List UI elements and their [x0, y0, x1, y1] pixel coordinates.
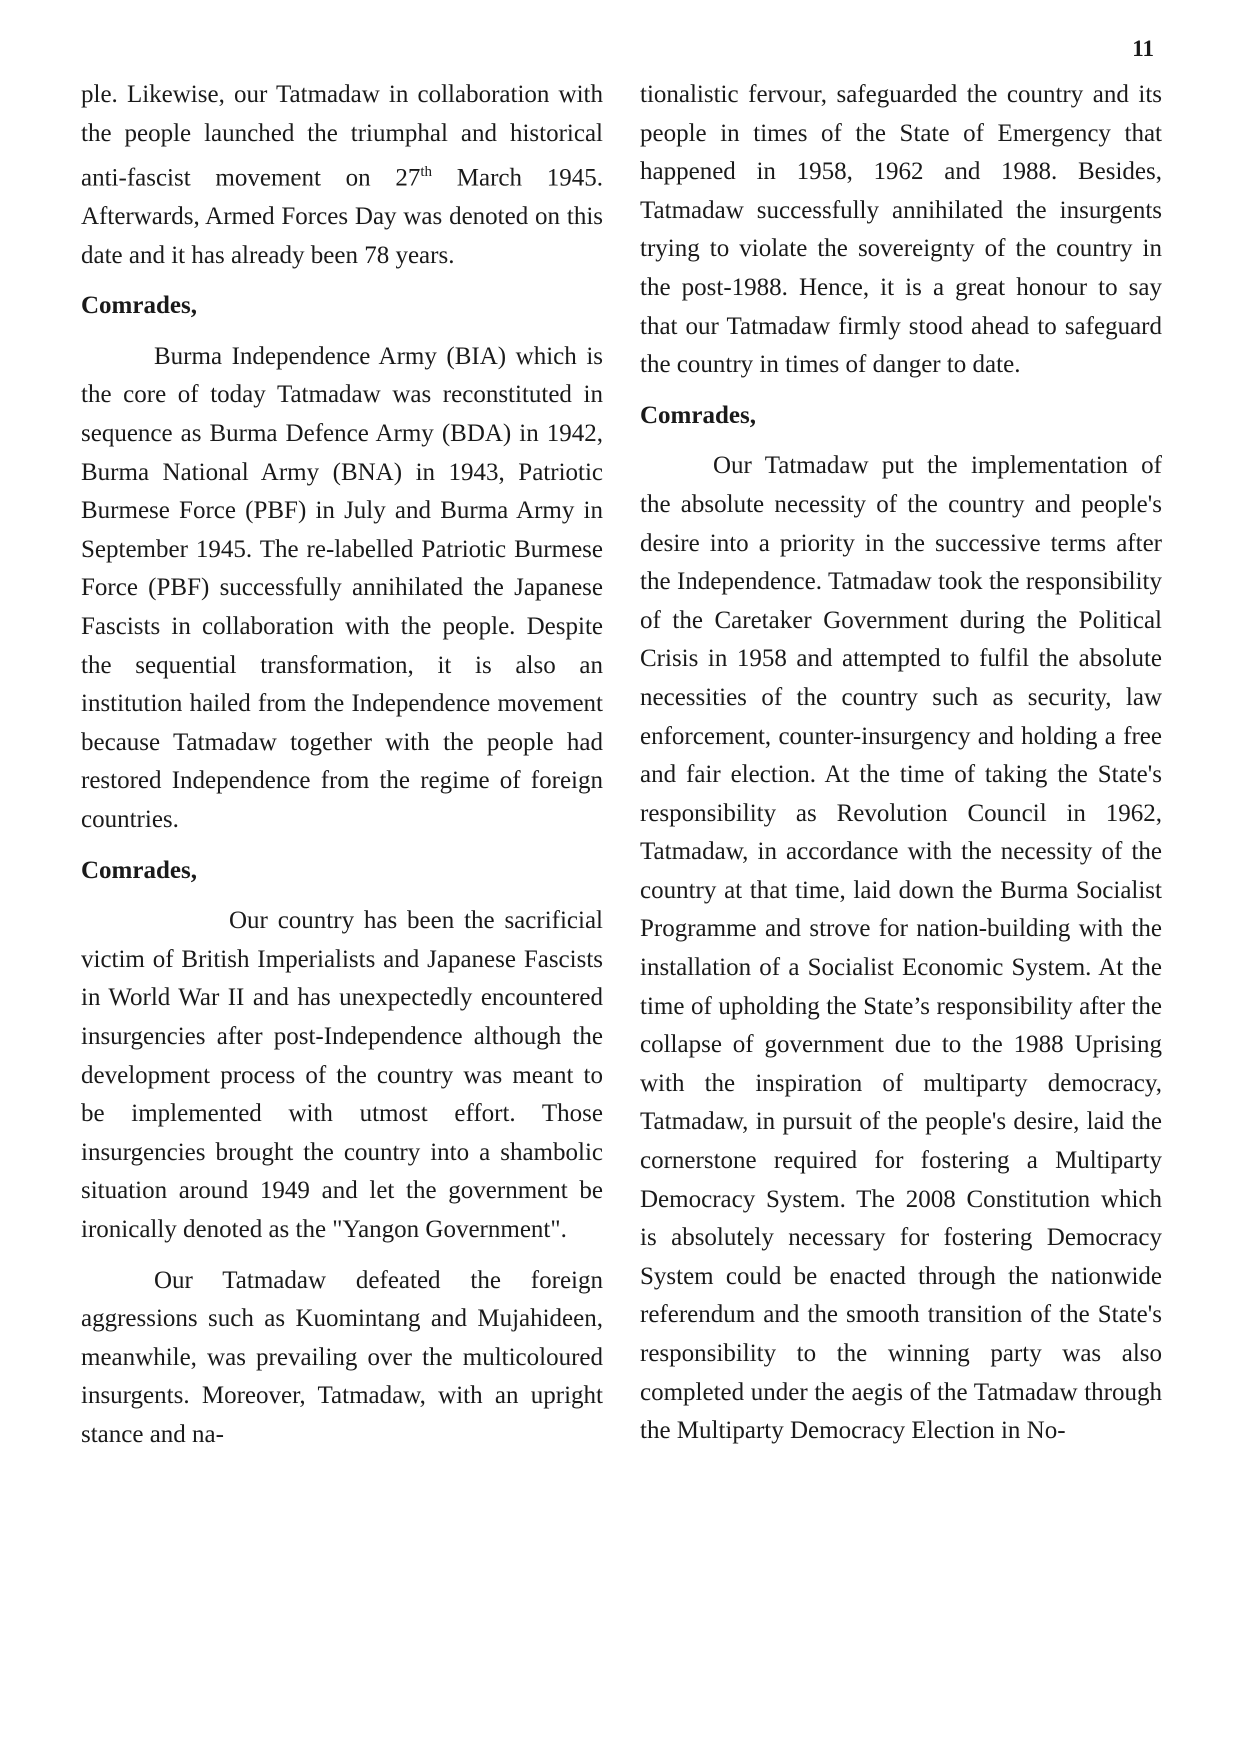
paragraph: tionalistic fervour, safeguarded the country and its people in times of the State of Emergency that happened in 1958, 1962 and 1988. Besides, Tatmadaw successfully annihilated the insurgents trying to violate the sovereignty of the country in the post-1988. Hence, it is a great honour to say that our Tatmadaw firmly stood ahead to safeguard the country in times of danger to date.: [640, 81, 1162, 379]
section-heading: Comrades,: [81, 856, 197, 884]
paragraph-text: March 1945. Afterwards, Armed Forces Day was denoted on this date and it has already been 78 years.: [81, 164, 604, 269]
paragraph-text: ple. Likewise, our Tatmadaw in collaboration with the people launched the triumphal and historical anti-fascist movement on 27: [81, 81, 603, 192]
paragraph: Burma Independence Army (BIA) which is the core of today Tatmadaw was reconstituted in sequence as Burma Defence Army (BDA) in 1942, Burma National Army (BNA) in 1943, Patriotic Burmese Force (PBF) in July and Burma Army in September 1945. The re-labelled Patriotic Burmese Force (PBF) successfully annihilated the Japanese Fascists in collaboration with the people. Despite the sequential transformation, it is also an institution hailed from the Independence movement because Tatmadaw together with the people had restored Independence from the regime of foreign countries.: [81, 342, 603, 834]
left-column: [81, 76, 603, 1455]
paragraph: Our country has been the sacrificial victim of British Imperialists and Japanese Fascists in World War II and has unexpectedly encountered insurgencies after post-Independence although the development process of the country was meant to be implemented with utmost effort. Those insurgencies brought the country into a shambolic situation around 1949 and let the government be ironically denoted as the "Yangon Government".: [81, 907, 603, 1243]
right-column: [640, 76, 1162, 1451]
paragraph: Our Tatmadaw defeated the foreign aggressions such as Kuomintang and Mujahideen, meanwhile, was prevailing over the multicoloured insurgents. Moreover, Tatmadaw, with an upright stance and na-: [81, 1266, 603, 1448]
ordinal-suffix: th: [420, 164, 433, 181]
page-number: 11: [1132, 36, 1154, 61]
paragraph: [81, 76, 603, 275]
paragraph: Our Tatmadaw put the implementation of the absolute necessity of the country and people's desire into a priority in the successive terms after the Independence. Tatmadaw took the responsibility of the Caretaker Government during the Political Crisis in 1958 and attempted to fulfil the absolute necessities of the country such as security, law enforcement, counter-insurgency and holding a free and fair election. At the time of taking the State's responsibility as Revolution Council in 1962, Tatmadaw, in accordance with the necessity of the country at that time, laid down the Burma Socialist Programme and strove for nation-building with the installation of a Socialist Economic System. At the time of upholding the State’s responsibility after the collapse of government due to the 1988 Uprising with the inspiration of multiparty democracy, Tatmadaw, in pursuit of the people's desire, laid the cornerstone required for fostering a Multiparty Democracy System. The 2008 Constitution which is absolutely necessary for fostering Democracy System could be enacted through the nationwide referendum and the smooth transition of the State's responsibility to the winning party was also completed under the aegis of the Tatmadaw through the Multiparty Democracy Election in No-: [640, 452, 1162, 1445]
section-heading: Comrades,: [640, 401, 756, 429]
section-heading: Comrades,: [81, 292, 197, 320]
